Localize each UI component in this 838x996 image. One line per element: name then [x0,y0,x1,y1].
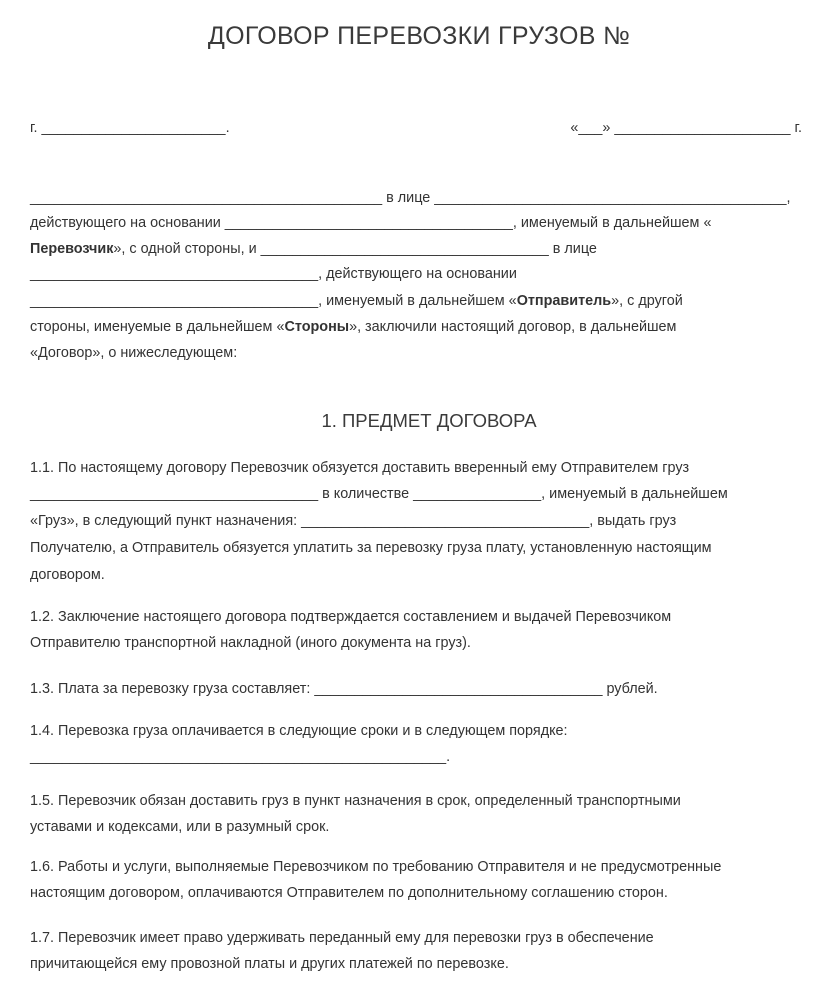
clause-1-2-line-1: 1.2. Заключение настоящего договора подтверждается составлением и выдачей Перевозчиком [30,609,672,625]
date-field: «___» ______________________ г. [570,120,802,136]
clause-1-2-line-2: Отправителю транспортной накладной (иного документа на груз). [30,635,471,651]
clause-1-7-line-1: 1.7. Перевозчик имеет право удерживать переданный ему для перевозки груз в обеспечение [30,930,654,946]
clause-1-3-line-1: 1.3. Плата за перевозку груза составляет: ____________________________________ рублей. [30,681,658,697]
clause-1-1-line-3: «Груз», в следующий пункт назначения: ____________________________________, выдать груз [30,513,677,529]
clause-1-1-line-1: 1.1. По настоящему договору Перевозчик обязуется доставить вверенный ему Отправителем груз [30,460,690,476]
section-1-title: 1. ПРЕДМЕТ ДОГОВОРА [321,410,537,431]
parties-term: Стороны [284,319,350,335]
document-title: ДОГОВОР ПЕРЕВОЗКИ ГРУЗОВ № [207,22,631,50]
clause-1-5-line-2: уставами и кодексами, или в разумный срок. [30,819,330,835]
preamble-line-5-text: ____________________________________, именуемый в дальнейшем « [30,293,517,309]
preamble-line-3-text: », с одной стороны, и ____________________________________ в лице [113,241,597,257]
clause-1-5-line-1: 1.5. Перевозчик обязан доставить груз в пункт назначения в срок, определенный транспортными [30,793,681,809]
preamble-line-6-end: », заключили настоящий договор, в дальнейшем [349,319,677,335]
preamble-line-3 [30,240,597,258]
clause-1-6-line-1: 1.6. Работы и услуги, выполняемые Перевозчиком по требованию Отправителя и не предусмотренные [30,859,722,875]
preamble-line-5-end: », с другой [611,293,683,309]
preamble-line-2-text: действующего на основании ____________________________________, [30,215,521,231]
city-field: г. _______________________. [30,120,230,136]
preamble-line-4: ____________________________________, действующего на основании [30,266,517,282]
clause-1-4-line-1: 1.4. Перевозка груза оплачивается в следующие сроки и в следующем порядке: [30,723,568,739]
preamble-line-1: ____________________________________________ в лице ____________________________________________, [30,190,791,206]
clause-1-6-line-2: настоящим договором, оплачиваются Отправителем по дополнительному соглашению сторон. [30,885,668,901]
preamble-line-2-end: именуемый в дальнейшем « [520,215,712,231]
clause-1-1-line-2: ____________________________________ в количестве ________________, именуемый в дальнейшем [30,486,728,502]
preamble-line-5 [30,292,683,310]
preamble-line-6 [30,318,676,336]
clause-1-1-line-4: Получателю, а Отправитель обязуется уплатить за перевозку груза плату, установленную настоящим [30,540,712,556]
clause-1-1-line-5: договором. [30,567,105,583]
clause-1-4-line-2: ____________________________________________________. [30,749,451,765]
preamble-line-6-text: стороны, именуемые в дальнейшем « [30,319,285,335]
carrier-term: Перевозчик [30,241,114,257]
clause-1-7-line-2: причитающейся ему провозной платы и других платежей по перевозке. [30,956,509,972]
preamble-line-7: «Договор», о нижеследующем: [30,345,238,361]
preamble-line-2 [30,214,711,232]
sender-term: Отправитель [516,293,612,309]
